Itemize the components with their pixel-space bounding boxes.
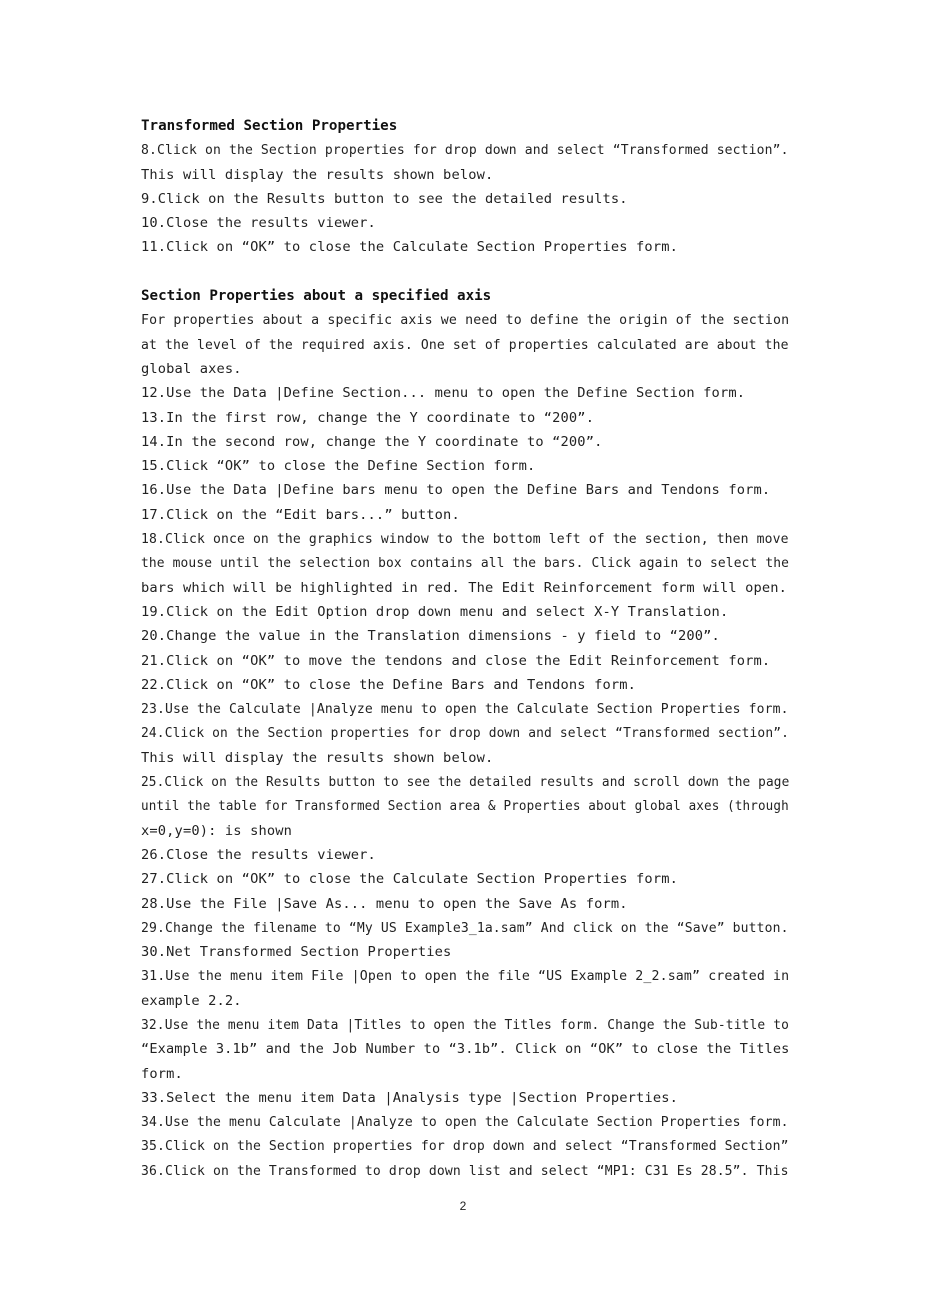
text-line: 29.Change the filename to “My US Example3_1a.sam” And click on the “Save” button.	[141, 919, 789, 936]
text-line: 17.Click on the “Edit bars...” button.	[141, 506, 460, 523]
text-line: x=0,y=0): is shown	[141, 822, 293, 839]
text-line: 33.Select the menu item Data |Analysis type |Section Properties.	[141, 1089, 678, 1106]
text-line: 34.Use the menu Calculate |Analyze to open the Calculate Section Properties form.	[141, 1114, 789, 1131]
page-content	[141, 114, 789, 1183]
text-line: This will display the results shown below.	[141, 166, 494, 183]
text-line: 28.Use the File |Save As... menu to open the Save As form.	[141, 895, 628, 912]
text-line: example 2.2.	[141, 992, 242, 1009]
text-line: 19.Click on the Edit Option drop down menu and select X-Y Translation.	[141, 603, 729, 620]
text-line: the mouse until the selection box contains all the bars. Click again to select the	[141, 555, 790, 572]
text-line: “Example 3.1b” and the Job Number to “3.1b”. Click on “OK” to close the Titles	[141, 1041, 790, 1058]
text-line: 18.Click once on the graphics window to the bottom left of the section, then move	[141, 531, 789, 548]
text-line: 22.Click on “OK” to close the Define Bars and Tendons form.	[141, 676, 637, 693]
text-line: 21.Click on “OK” to move the tendons and close the Edit Reinforcement form.	[141, 652, 771, 669]
text-line: This will display the results shown below.	[141, 749, 494, 766]
text-line: bars which will be highlighted in red. The Edit Reinforcement form will open.	[141, 579, 788, 596]
text-line: 26.Close the results viewer.	[141, 846, 376, 863]
text-line: at the level of the required axis. One set of properties calculated are about the	[141, 336, 789, 353]
paragraph-gap	[141, 260, 789, 284]
text-line: until the table for Transformed Section area & Properties about global axes (through	[141, 798, 789, 815]
text-line: 13.In the first row, change the Y coordinate to “200”.	[141, 409, 595, 426]
text-line: 25.Click on the Results button to see the detailed results and scroll down the page	[141, 774, 790, 791]
page-number: 2	[459, 1199, 467, 1213]
text-line: 24.Click on the Section properties for drop down and select “Transformed section”.	[141, 725, 790, 742]
text-line: 27.Click on “OK” to close the Calculate Section Properties form.	[141, 871, 678, 888]
text-line: 23.Use the Calculate |Analyze menu to open the Calculate Section Properties form.	[141, 701, 789, 718]
text-line: For properties about a specific axis we need to define the origin of the section	[141, 312, 790, 329]
text-line: 9.Click on the Results button to see the detailed results.	[141, 190, 628, 207]
text-line: 36.Click on the Transformed to drop down list and select “MP1: C31 Es 28.5”. This	[141, 1162, 789, 1179]
text-line: 32.Use the menu item Data |Titles to open the Titles form. Change the Sub-title to	[141, 1016, 790, 1033]
text-line: 31.Use the menu item File |Open to open the file “US Example 2_2.sam” created in	[141, 968, 790, 985]
text-line: global axes.	[141, 360, 242, 377]
text-line: 15.Click “OK” to close the Define Section form.	[141, 458, 536, 475]
section-transformed-body	[141, 138, 789, 259]
section-heading-transformed: Transformed Section Properties	[141, 118, 398, 134]
text-line: form.	[141, 1065, 183, 1082]
section-specified-axis-body	[141, 308, 789, 1183]
text-line: 20.Change the value in the Translation dimensions - y field to “200”.	[141, 628, 720, 645]
text-line: 35.Click on the Section properties for drop down and select “Transformed Section”	[141, 1138, 789, 1155]
text-line: 8.Click on the Section properties for drop down and select “Transformed section”.	[141, 142, 789, 159]
text-line: 14.In the second row, change the Y coordinate to “200”.	[141, 433, 603, 450]
text-line: 30.Net Transformed Section Properties	[141, 944, 452, 961]
text-line: 11.Click on “OK” to close the Calculate Section Properties form.	[141, 239, 678, 256]
text-line: 16.Use the Data |Define bars menu to open the Define Bars and Tendons form.	[141, 482, 771, 499]
text-line: 12.Use the Data |Define Section... menu to open the Define Section form.	[141, 385, 746, 402]
section-heading-specified-axis: Section Properties about a specified axis	[141, 288, 492, 305]
text-line: 10.Close the results viewer.	[141, 215, 376, 232]
